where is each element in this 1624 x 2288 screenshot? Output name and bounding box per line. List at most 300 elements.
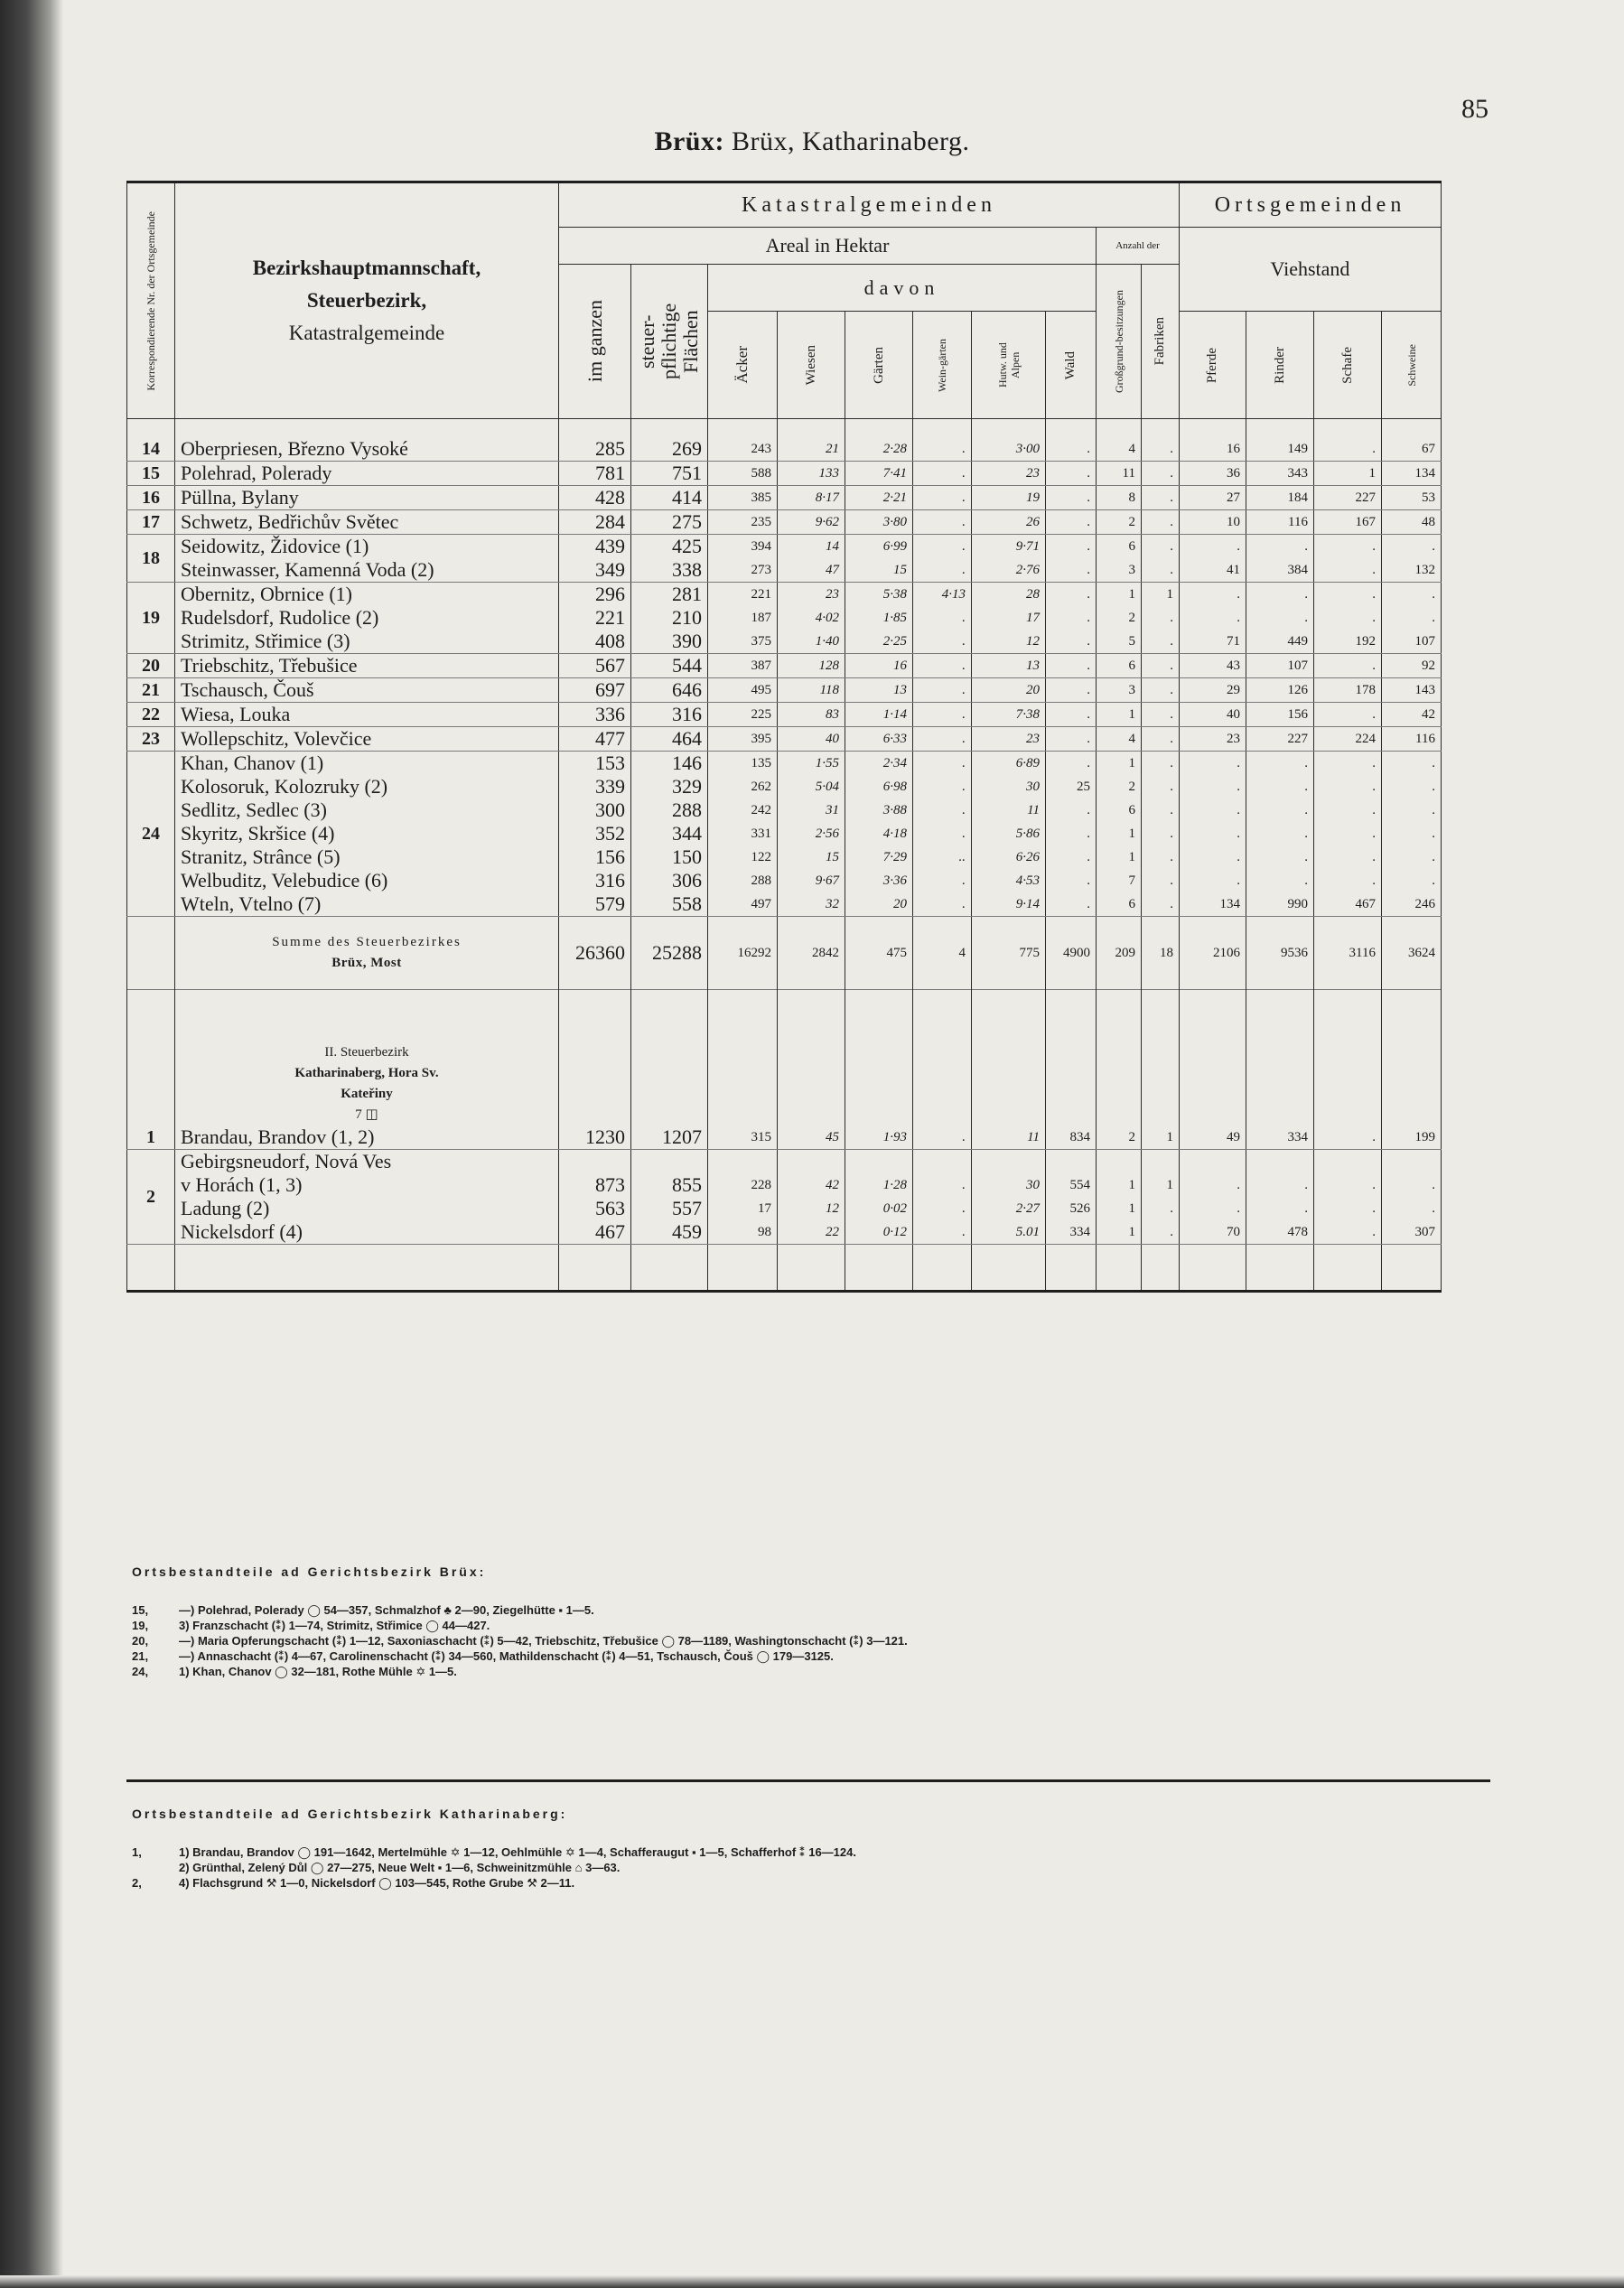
gardens (845, 462, 913, 486)
meadows-value: 118 (819, 683, 839, 697)
cattle-value: 384 (1287, 563, 1308, 577)
cattle-value: . (1304, 873, 1308, 888)
municipality-names-value: Wteln, Vtelno (7) (181, 892, 322, 915)
total-hectares (559, 437, 631, 462)
note-row (132, 1664, 1469, 1679)
large-estates-value: 2 (1128, 515, 1135, 529)
sheep-value: . (1372, 658, 1376, 673)
factories (1142, 1125, 1180, 1150)
note-text: —) Maria Opferungschacht (⁑) 1—12, Saxoniaschacht (⁑) 5—42, Triebschitz, Třebušice ◯ 78—1189, Washingtonschacht (⁑) 3—121. (179, 1634, 908, 1648)
municipality-names (175, 703, 559, 727)
municipality-names-value: Welbuditz, Velebudice (6) (181, 869, 388, 892)
total-hectares (559, 727, 631, 752)
row-number: 19 (127, 583, 175, 654)
pastures-value: 11 (1027, 803, 1040, 817)
meadows-value: 47 (826, 563, 839, 577)
gardens-value: 6·99 (882, 539, 907, 554)
taxable-area-value: 146 (672, 752, 702, 774)
vineyards-value: . (962, 1225, 966, 1239)
notes-divider (126, 1779, 1490, 1782)
large-estates (1097, 583, 1142, 654)
fields-value: 375 (751, 634, 771, 649)
forest-value: . (1087, 756, 1090, 770)
summary-fabr: 18 (1142, 917, 1180, 990)
meadows (778, 1150, 845, 1245)
gardens-value: 0·12 (882, 1225, 907, 1239)
municipality-names-value: Wollepschitz, Volevčice (181, 727, 372, 750)
row-number: 15 (127, 462, 175, 486)
pastures (972, 1150, 1046, 1245)
large-estates-value: 2 (1128, 611, 1135, 625)
taxable-area-value: 558 (672, 892, 702, 915)
page-number: 85 (1461, 94, 1489, 124)
municipality-names (175, 1150, 559, 1245)
header-schweine: Schweine (1382, 312, 1442, 419)
fields-value: 225 (751, 707, 771, 722)
sheep (1314, 654, 1382, 678)
sheep-value: . (1372, 873, 1376, 888)
large-estates (1097, 1125, 1142, 1150)
notes-katharinaberg (132, 1807, 1469, 1891)
horses (1180, 437, 1246, 462)
note-text: 1) Brandau, Brandov ◯ 191—1642, Mertelmühle ✡ 1—12, Oehlmühle ✡ 1—4, Schafferaugut ▪ 1—5, Schafferhof ⁑ 16—124. (179, 1845, 856, 1859)
vineyards-value: . (962, 897, 966, 911)
horses-value: . (1237, 826, 1240, 841)
municipality-names-value: Ladung (2) (181, 1197, 270, 1219)
gardens-value: 1·93 (882, 1130, 907, 1144)
pigs (1382, 462, 1442, 486)
taxable-area (631, 727, 708, 752)
pigs-value: 199 (1414, 1130, 1435, 1144)
pigs-value: . (1432, 1178, 1435, 1192)
forest (1046, 654, 1097, 678)
horses-value: 10 (1227, 515, 1240, 529)
horses-value: . (1237, 587, 1240, 602)
vineyards-value: . (962, 611, 966, 625)
forest-value: . (1087, 683, 1090, 697)
horses-value: . (1237, 803, 1240, 817)
cattle-value: 107 (1287, 658, 1308, 673)
statistics-table (126, 181, 1442, 1293)
pigs-value: 48 (1422, 515, 1435, 529)
forest (1046, 1150, 1097, 1245)
taxable-area-value: 275 (672, 510, 702, 533)
large-estates-value: 7 (1128, 873, 1135, 888)
vineyards (913, 678, 972, 703)
municipality-names-value: Steinwasser, Kamenná Voda (2) (181, 558, 434, 581)
page-title (0, 126, 1624, 157)
row-number: 16 (127, 486, 175, 510)
gardens (845, 583, 913, 654)
meadows-value: 32 (826, 897, 839, 911)
summary-label: Summe des Steuerbezirkes Brüx, Most (175, 917, 559, 990)
cattle (1246, 752, 1314, 917)
pastures (972, 752, 1046, 917)
meadows-value: 14 (826, 539, 839, 554)
summary-gross: 209 (1097, 917, 1142, 990)
sheep-value: . (1372, 756, 1376, 770)
horses-value: . (1237, 780, 1240, 794)
large-estates (1097, 752, 1142, 917)
forest-value: . (1087, 515, 1090, 529)
sheep-value: . (1372, 803, 1376, 817)
cattle-value: . (1304, 850, 1308, 864)
fields (708, 462, 778, 486)
forest (1046, 583, 1097, 654)
factories-value: . (1170, 707, 1173, 722)
fields (708, 678, 778, 703)
pigs (1382, 1150, 1442, 1245)
total-hectares (559, 752, 631, 917)
meadows-value: 22 (826, 1225, 839, 1239)
horses (1180, 752, 1246, 917)
row-number: 22 (127, 703, 175, 727)
factories (1142, 1150, 1180, 1245)
pastures-value: 4·53 (1015, 873, 1040, 888)
sheep-value (1320, 1150, 1376, 1173)
note-text: —) Polehrad, Polerady ◯ 54—357, Schmalzhof ♣ 2—90, Ziegelhütte ▪ 1—5. (179, 1603, 594, 1617)
sheep-value: . (1372, 780, 1376, 794)
municipality-names-value: Wiesa, Louka (181, 703, 291, 725)
large-estates-value: 6 (1128, 897, 1135, 911)
gardens (845, 486, 913, 510)
municipality-names-value: v Horách (1, 3) (181, 1173, 303, 1196)
municipality-names (175, 752, 559, 917)
forest (1046, 510, 1097, 535)
note-key (132, 1860, 179, 1875)
pastures-value: 20 (1026, 683, 1040, 697)
taxable-area (631, 437, 708, 462)
forest-value: . (1087, 634, 1090, 649)
factories-value: . (1170, 897, 1173, 911)
cattle (1246, 727, 1314, 752)
forest-value: . (1087, 803, 1090, 817)
total-hectares-value: 153 (595, 752, 625, 774)
vineyards-value: . (962, 634, 966, 649)
sheep-value: . (1372, 707, 1376, 722)
fields-value: 273 (751, 563, 771, 577)
note-key: 2, (132, 1876, 142, 1890)
pastures-value: 12 (1026, 634, 1040, 649)
forest-value (1051, 1150, 1090, 1173)
large-estates (1097, 678, 1142, 703)
fields-value: 387 (751, 658, 771, 673)
taxable-area-value: 646 (672, 678, 702, 701)
taxable-area-value: 459 (672, 1220, 702, 1243)
horses-value: 70 (1227, 1225, 1240, 1239)
pastures-value: 6·26 (1015, 850, 1040, 864)
vineyards (913, 535, 972, 583)
total-hectares-value: 349 (595, 558, 625, 581)
horses-value: . (1237, 539, 1240, 554)
row-number: 18 (127, 535, 175, 583)
vineyards-value: . (962, 780, 966, 794)
note-key: 20, (132, 1634, 149, 1648)
fields (708, 535, 778, 583)
factories (1142, 462, 1180, 486)
note-row (132, 1860, 1469, 1875)
fields-value: 385 (751, 490, 771, 505)
fields (708, 437, 778, 462)
horses-value: 134 (1219, 897, 1240, 911)
total-hectares-value: 300 (595, 798, 625, 821)
note-key: 19, (132, 1619, 149, 1632)
forest (1046, 486, 1097, 510)
municipality-names (175, 462, 559, 486)
gardens-value: 1·28 (882, 1178, 907, 1192)
header-aecker: Äcker (708, 312, 778, 419)
vineyards-value: . (962, 1178, 966, 1192)
meadows (778, 752, 845, 917)
summary-nr (127, 917, 175, 990)
total-hectares-value: 873 (595, 1173, 625, 1196)
meadows (778, 462, 845, 486)
pastures-value: 7·38 (1015, 707, 1040, 722)
meadows-value: 83 (826, 707, 839, 722)
fields-value: 221 (751, 587, 771, 602)
cattle-value: . (1304, 780, 1308, 794)
vineyards-value: . (962, 563, 966, 577)
factories-value: . (1170, 1225, 1173, 1239)
cattle (1246, 703, 1314, 727)
taxable-area (631, 752, 708, 917)
gardens (845, 437, 913, 462)
taxable-area-value: 344 (672, 822, 702, 845)
taxable-area-value: 855 (672, 1173, 702, 1196)
fields-value: 98 (758, 1225, 771, 1239)
pastures (972, 727, 1046, 752)
total-hectares (559, 583, 631, 654)
note-text: 4) Flachsgrund ⚒ 1—0, Nickelsdorf ◯ 103—545, Rothe Grube ⚒ 2—11. (179, 1876, 575, 1890)
cattle-value: 116 (1288, 515, 1308, 529)
pigs-value: 67 (1422, 442, 1435, 456)
gardens-value: 3·88 (882, 803, 907, 817)
summary-total: 26360 (559, 917, 631, 990)
factories (1142, 583, 1180, 654)
sheep-value: . (1372, 1201, 1376, 1216)
meadows (778, 510, 845, 535)
horses-value: . (1237, 850, 1240, 864)
cattle-value: . (1304, 803, 1308, 817)
cattle (1246, 437, 1314, 462)
horses-value: 41 (1227, 563, 1240, 577)
factories (1142, 437, 1180, 462)
factories (1142, 752, 1180, 917)
vineyards-value: . (962, 756, 966, 770)
table-row (127, 703, 1442, 727)
municipality-names-value: Brandau, Brandov (1, 2) (181, 1125, 375, 1148)
header-nr: Korrespondierende Nr. der Ortsgemeinde (127, 182, 175, 419)
pastures (972, 486, 1046, 510)
meadows (778, 1125, 845, 1150)
municipality-names (175, 678, 559, 703)
header-rinder: Rinder (1246, 312, 1314, 419)
header-im-ganzen: im ganzen (559, 265, 631, 419)
total-hectares-value: 477 (595, 727, 625, 750)
sheep-value: . (1372, 563, 1376, 577)
taxable-area (631, 1150, 708, 1245)
forest (1046, 752, 1097, 917)
row-number: 23 (127, 727, 175, 752)
gardens-value: 7·29 (882, 850, 907, 864)
taxable-area-value: 288 (672, 798, 702, 821)
spacer-row (127, 419, 1442, 438)
taxable-area-value (637, 1150, 702, 1173)
total-hectares-value: 408 (595, 630, 625, 652)
factories-value: . (1170, 611, 1173, 625)
forest-value: . (1087, 611, 1090, 625)
horses-value: 49 (1227, 1130, 1240, 1144)
vineyards-value: . (962, 873, 966, 888)
meadows-value: 1·55 (815, 756, 839, 770)
large-estates-value: 6 (1128, 658, 1135, 673)
large-estates-value: 1 (1128, 707, 1135, 722)
sheep (1314, 462, 1382, 486)
meadows (778, 703, 845, 727)
taxable-area (631, 678, 708, 703)
pastures-value: 5.01 (1015, 1225, 1040, 1239)
sheep (1314, 437, 1382, 462)
large-estates (1097, 703, 1142, 727)
vineyards (913, 583, 972, 654)
pigs-value: 143 (1414, 683, 1435, 697)
horses-value: 36 (1227, 466, 1240, 481)
forest-value: 25 (1077, 780, 1090, 794)
header-fabriken: Fabriken (1142, 265, 1180, 419)
total-hectares-value: 579 (595, 892, 625, 915)
tail-spacer-row (127, 1245, 1442, 1292)
taxable-area (631, 703, 708, 727)
vineyards (913, 462, 972, 486)
vineyards (913, 486, 972, 510)
meadows-value: 45 (826, 1130, 839, 1144)
taxable-area-value: 425 (672, 535, 702, 557)
pastures-value: 23 (1026, 466, 1040, 481)
horses (1180, 486, 1246, 510)
vineyards-value: . (962, 707, 966, 722)
cattle-value: 478 (1287, 1225, 1308, 1239)
pastures-value: 28 (1026, 587, 1040, 602)
gardens-value: 7·41 (882, 466, 907, 481)
forest-value: . (1087, 563, 1090, 577)
table-row (127, 510, 1442, 535)
large-estates-value: 6 (1128, 539, 1135, 554)
cattle-value: 449 (1287, 634, 1308, 649)
pastures-value: 26 (1026, 515, 1040, 529)
taxable-area (631, 510, 708, 535)
note-key: 21, (132, 1649, 149, 1663)
fields-value: 497 (751, 897, 771, 911)
gardens-value: 2·34 (882, 756, 907, 770)
pastures-value: 30 (1026, 1178, 1040, 1192)
horses-value (1185, 1150, 1240, 1173)
pigs (1382, 678, 1442, 703)
total-hectares-value: 352 (595, 822, 625, 845)
taxable-area-value: 751 (672, 462, 702, 484)
pastures-value: 13 (1026, 658, 1040, 673)
factories-value: . (1170, 803, 1173, 817)
table-row (127, 727, 1442, 752)
pigs (1382, 752, 1442, 917)
municipality-names (175, 510, 559, 535)
cattle-value: . (1304, 611, 1308, 625)
large-estates-value: 1 (1128, 1225, 1135, 1239)
cattle-value: . (1304, 1178, 1308, 1192)
factories (1142, 703, 1180, 727)
forest-value: . (1087, 873, 1090, 888)
taxable-area-value: 414 (672, 486, 702, 509)
large-estates (1097, 510, 1142, 535)
pigs-value: 134 (1414, 466, 1435, 481)
summary-wiesen: 2842 (778, 917, 845, 990)
vineyards-value: . (962, 683, 966, 697)
municipality-names (175, 486, 559, 510)
fields (708, 1150, 778, 1245)
total-hectares-value: 563 (595, 1197, 625, 1219)
taxable-area-value: 150 (672, 845, 702, 868)
vineyards (913, 1125, 972, 1150)
gardens (845, 703, 913, 727)
factories (1142, 727, 1180, 752)
total-hectares-value: 1230 (585, 1125, 625, 1148)
pastures (972, 535, 1046, 583)
large-estates (1097, 727, 1142, 752)
fields-value: 588 (751, 466, 771, 481)
forest-value: . (1087, 442, 1090, 456)
vineyards-value: . (962, 442, 966, 456)
total-hectares-value: 439 (595, 535, 625, 557)
pastures-value: 2·76 (1015, 563, 1040, 577)
pigs-value: 92 (1422, 658, 1435, 673)
sheep-value: . (1372, 850, 1376, 864)
table-body-district-2 (127, 1125, 1442, 1245)
forest-value: 334 (1069, 1225, 1090, 1239)
municipality-names-value: Tschausch, Čouš (181, 678, 314, 701)
total-hectares-value: 156 (595, 845, 625, 868)
meadows-value: 23 (826, 587, 839, 602)
summary-rinder: 9536 (1246, 917, 1314, 990)
cattle-value: 990 (1287, 897, 1308, 911)
cattle-value: . (1304, 539, 1308, 554)
pigs-value: 132 (1414, 563, 1435, 577)
sheep (1314, 535, 1382, 583)
factories-value: . (1170, 442, 1173, 456)
meadows (778, 535, 845, 583)
factories (1142, 510, 1180, 535)
municipality-names-value: Gebirgsneudorf, Nová Ves (181, 1150, 392, 1172)
notes-brux (132, 1564, 1469, 1679)
municipality-names-value: Stranitz, Strânce (5) (181, 845, 341, 868)
pigs (1382, 703, 1442, 727)
sheep-value: . (1372, 539, 1376, 554)
pastures (972, 678, 1046, 703)
gardens (845, 678, 913, 703)
fields (708, 510, 778, 535)
municipality-names-value: Triebschitz, Třebušice (181, 654, 358, 677)
sheep (1314, 727, 1382, 752)
table-row (127, 1125, 1442, 1150)
large-estates (1097, 437, 1142, 462)
municipality-names-value: Kolosoruk, Kolozruky (2) (181, 775, 388, 798)
cattle-value: . (1304, 1201, 1308, 1216)
factories-value: 1 (1166, 587, 1173, 602)
factories (1142, 535, 1180, 583)
factories-value: . (1170, 780, 1173, 794)
cattle-value: 184 (1287, 490, 1308, 505)
total-hectares-value: 296 (595, 583, 625, 605)
vineyards-value: . (962, 490, 966, 505)
pigs-value (1387, 1150, 1435, 1173)
